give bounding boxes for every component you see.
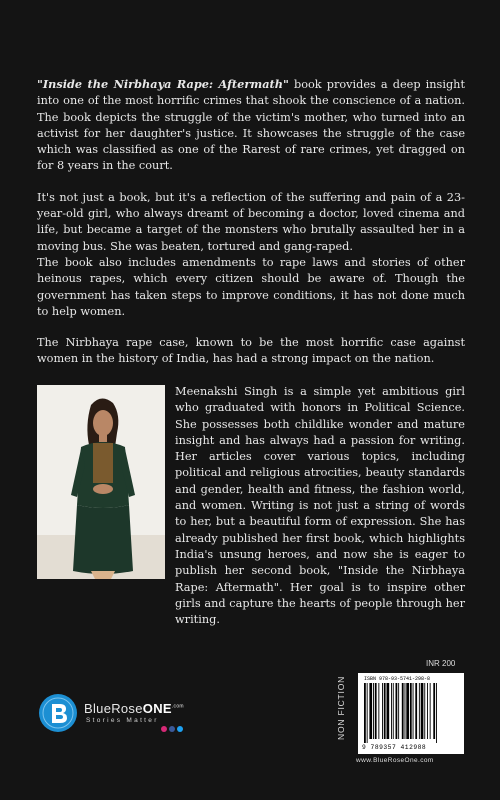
barcode-bar [433,683,435,739]
blurb-paragraph-1 [37,76,465,175]
isbn-label: ISBN 978-93-5741-298-8 [364,676,431,682]
genre-label: NON FICTION [336,675,346,740]
publisher-name-strong: ONE [142,701,172,716]
barcode-bars [363,683,459,743]
barcode-bar [393,683,394,739]
barcode-bar [413,683,414,739]
barcode-bar [415,683,417,739]
barcode-bar [391,683,392,739]
book-title-emphasis: "Inside the Nirbhaya Rape: Aftermath" [37,77,289,91]
barcode-bar [402,683,404,739]
publisher-name [84,701,184,716]
barcode-bar [373,683,374,739]
barcode-bar [378,683,379,739]
price-label: INR 200 [426,659,456,668]
barcode-bar [436,683,437,743]
back-cover-blurb [37,76,465,383]
barcode-bar [410,683,412,739]
publisher-website: www.BlueRoseOne.com [356,757,434,764]
publisher-tagline: Stories Matter [86,717,159,724]
barcode-bar [421,683,424,739]
publisher-name-main: BlueRose [84,701,143,716]
barcode-bar [364,683,366,743]
barcode-bar [405,683,406,739]
barcode-bar [430,683,431,739]
blurb-paragraph-1-text: book provides a deep insight into one of the most horrific crimes that shook the conscience of a nation. The book depicts the struggle of the victim's mother, who turned into an activist for her daughter's justice. It showcases the struggle of the case which was classified as one of the Rarest of rare crimes, yet dragged on for 8 years in the court. [37,78,465,173]
barcode-bar [398,683,399,739]
barcode-bar [406,683,409,739]
barcode-bar [387,683,390,739]
author-portrait-illustration [37,385,165,579]
barcode-bar [424,683,425,739]
barcode-bar [419,683,420,739]
barcode-bar [427,683,428,739]
isbn-number: 9 789357 412988 [362,744,427,751]
isbn-barcode [358,673,464,754]
barcode-bar [367,683,368,743]
author-bio: Meenakshi Singh is a simple yet ambitious girl who graduated with honors in Political Science. She possesses both childlike wonder and mature insight and has always had a passion for writing. Her articles cover various topics, including political and religious atrocities, beauty standards and gender, health and fitness, the fashion world, and women. Writing is not just a string of words to her, but a beautiful form of expression. She has already published her first book, which highlights India's unsung heroes, and now she is eager to publish her second book, "Inside the Nirbhaya Rape: Aftermath". Her goal is to inspire other girls and capture the hearts of people through her writing. [175,385,465,627]
blurb-paragraph-4: The Nirbhaya rape case, known to be the most horrific case against women in the history of India, has had a strong impact on the nation. [37,336,465,366]
facebook-icon [169,726,175,732]
bluerose-logo-icon [38,693,78,733]
blurb-paragraph-3: The book also includes amendments to rape laws and stories of other heinous rapes, which every citizen should be aware of. Though the government has taken steps to improve conditions, it has not done much to help women. [37,255,465,318]
barcode-bar [369,683,372,739]
twitter-icon [177,726,183,732]
barcode-bar [382,683,383,739]
barcode-bar [396,683,398,739]
blurb-paragraph-2: It's not just a book, but it's a reflection of the suffering and pain of a 23-year-old girl, who always dreamt of becoming a doctor, loved cinema and life, but became a target of the monsters who brutally assaulted her in a moving bus. She was beaten, tortured and gang-raped. [37,190,465,253]
author-photo [37,385,165,579]
publisher-name-sup: .com [171,703,184,710]
barcode-bar [375,683,377,739]
barcode-bar [384,683,386,739]
social-icons [161,726,183,732]
instagram-icon [161,726,167,732]
